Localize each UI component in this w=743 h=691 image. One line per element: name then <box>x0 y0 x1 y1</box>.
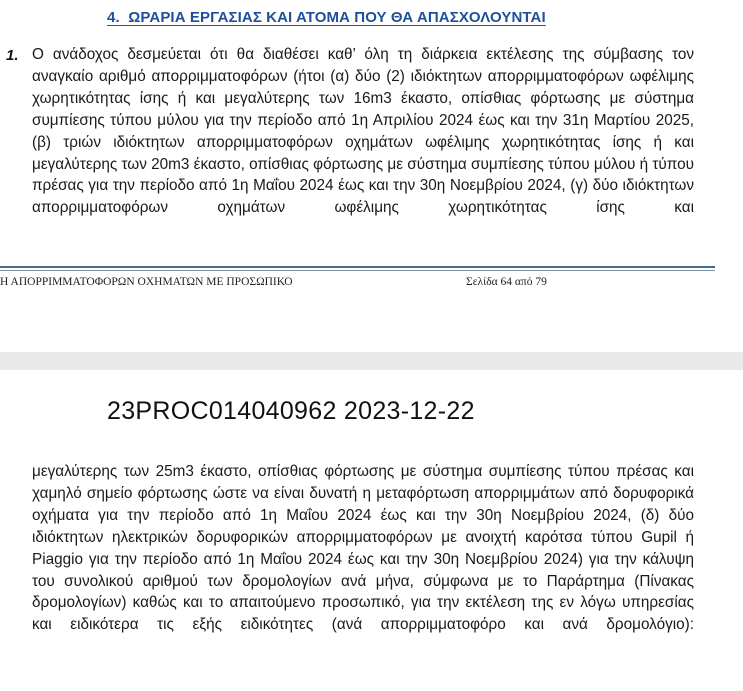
item-paragraph-page2: μεγαλύτερης των 25m3 έκαστο, οπίσθιας φόρτωσης με σύστημα συμπίεσης τύπου πρέσας και χαμηλό σημείο φόρτωσης ώστε να είναι δυνατή η μεταφόρτωση απορριμμάτων από δορυφορικά οχήματα για την περίοδο από 1η Μαΐου 2024 έως και την 30η Νοεμβρίου 2024, (δ) δύο ιδιόκτητων ηλεκτρικών δορυφορικών απορριμματοφόρων με ανοιχτή καρότσα τύπου Gupil ή Piaggio για την περίοδο από 1η Μαΐου 2024 έως και την 30η Νοεμβρίου 2024) για την κάλυψη του συνολικού αριθμού των δρομολογίων ανά μήνα, σύμφωνα με το Παράρτημα (Πίνακας δρομολογίων) καθώς και το απαιτούμενο προσωπικό, για την εκτέλεση της εν λόγω υπηρεσίας και ειδικότερα τις εξής ειδικότητες (ανά απορριμματοφόρο και ανά δρομολόγιο): <box>32 463 694 634</box>
section-title: ΩΡΑΡΙΑ ΕΡΓΑΣΙΑΣ ΚΑΙ ΑΤΟΜΑ ΠΟΥ ΘΑ ΑΠΑΣΧΟΛΟΥΝΤΑΙ <box>128 9 546 26</box>
footer-running-title: Η ΑΠΟΡΡΙΜΜΑΤΟΦΟΡΩΝ ΟΧΗΜΑΤΩΝ ΜΕ ΠΡΟΣΩΠΙΚΟ <box>0 276 293 288</box>
section-number: 4. <box>107 9 120 26</box>
page-separator <box>0 352 743 370</box>
footer-rule-thin <box>0 270 715 271</box>
item-paragraph-page1: Ο ανάδοχος δεσμεύεται ότι θα διαθέσει καθ’ όλη τη διάρκεια εκτέλεσης της σύμβασης τον αναγκαίο αριθμό απορριμματοφόρων (ήτοι (α) δύο (2) ιδιόκτητων απορριμματοφόρων ωφέλιμης χωρητικότητας ίσης ή και μεγαλύτερης των 16m3 έκαστο, οπίσθιας φόρτωσης με σύστημα συμπίεσης τύπου μύλου για την περίοδο από 1η Απριλίου 2024 έως και την 31η Μαρτίου 2025, (β) τριών ιδιόκτητων απορριμματοφόρων οχημάτων ωφέλιμης χωρητικότητας ίσης ή και μεγαλύτερης των 20m3 έκαστο, οπίσθιας φόρτωσης με σύστημα συμπίεσης τύπου μύλου ή τύπου πρέσας για την περίοδο από 1η Μαΐου 2024 έως και την 30η Νοεμβρίου 2024, (γ) δύο ιδιόκτητων απορριμματοφόρων οχημάτων ωφέλιμης χωρητικότητας ίσης και <box>32 46 694 217</box>
document-id-stamp: 23PROC014040962 2023-12-22 <box>107 397 475 425</box>
footer-page-number: Σελίδα 64 από 79 <box>466 276 547 288</box>
section-heading <box>107 9 546 26</box>
footer-rule <box>0 266 715 268</box>
item-number: 1. <box>6 47 19 64</box>
